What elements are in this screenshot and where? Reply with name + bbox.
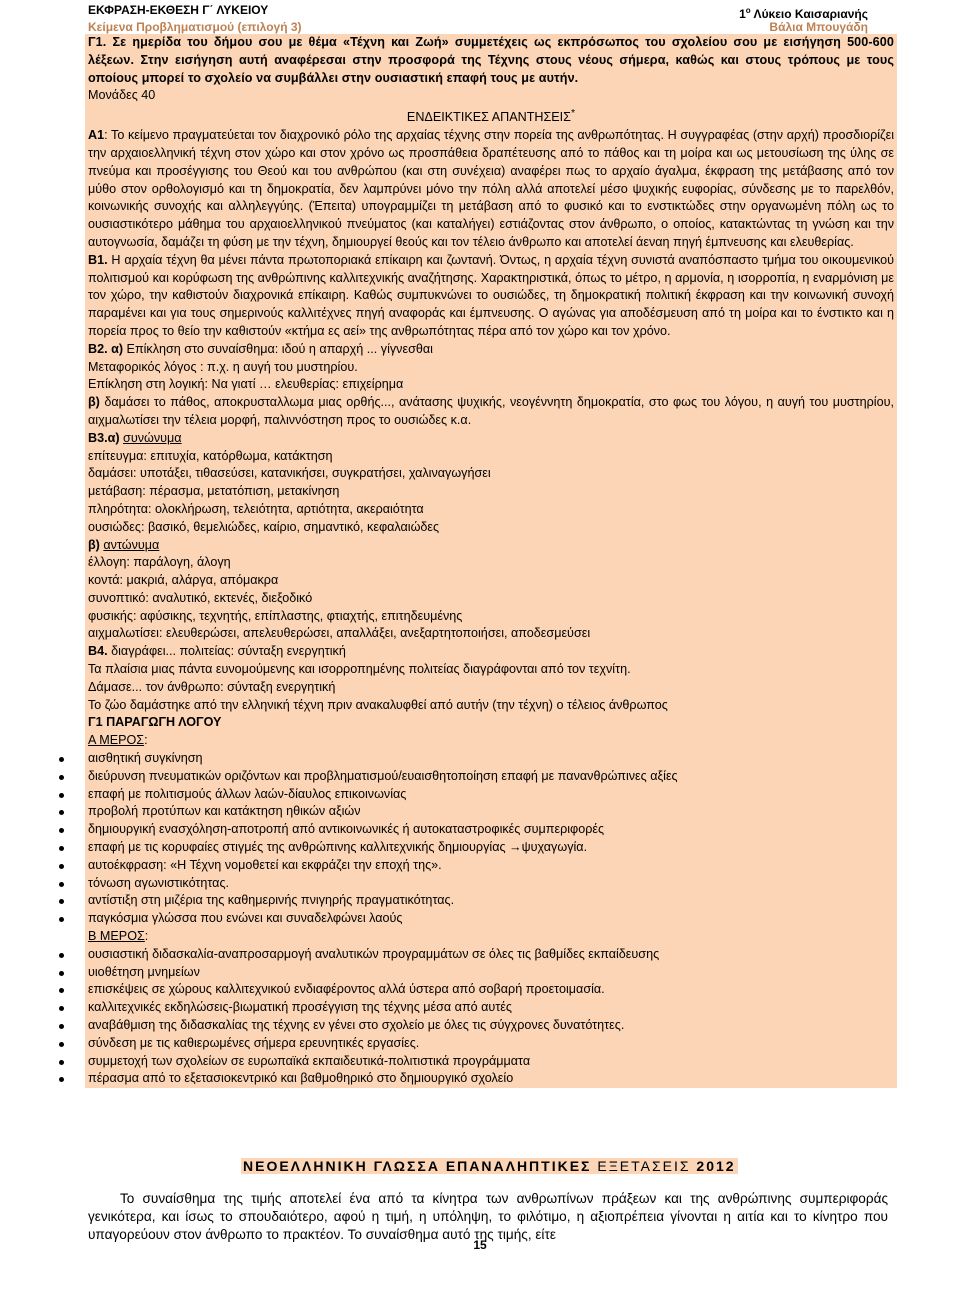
list-item: επαφή με τις κορυφαίες στιγμές της ανθρώπινης καλλιτεχνικής δημιουργίας →ψυχαγωγία. <box>88 839 894 857</box>
antonym-line: φυσικής: αφύσικης, τεχνητής, επίπλαστης, φτιαχτής, επιτηδευμένης <box>88 608 463 623</box>
units-label: Μονάδες 40 <box>88 88 156 103</box>
header-school: $1^o$ Λύκειο Καισαριανής <box>739 6 868 21</box>
list-item: αισθητική συγκίνηση <box>88 750 894 768</box>
list-item: ουσιαστική διδασκαλία-αναπροσαρμογή αναλυτικών προγραμμάτων σε όλες τις βαθμίδες εκπαίδευσης <box>88 946 894 964</box>
answer-b1: Β1. Η αρχαία τέχνη θα μένει πάντα πρωτοποριακά επίκαιρη και ζωντανή. Όντως, η αρχαία τέχνη συνιστά αναπόσπαστο τμήμα του οικουμενικού πολιτισμού και κορύφωση της ανθρώπινης καλλιτεχνικής αναζήτησης. Χαρακτηριστικά, όπως το μέτρο, η αρμονία, η ισορροπία, η εναρμόνιση με τον χώρο, την καθιστούν διαχρονικά επίκαιρη. Καθώς συμπυκνώνει το ουσιώδες, τη δημοκρατική πολιτική έκφραση και την κοινωνική συνοχή παραμένει και για τους σημερινούς καλλιτέχνες πηγή αναφοράς και έμπνευσης. Ο αγώνας για αποδέσμευση από τη μοίρα και το ένστικτο και η πορεία προς το θείο την καθιστούν «κτήμα ες αεί» της ανθρωπότητας πέρα από τον χώρο και τον χρόνο. <box>88 252 894 338</box>
list-item: επισκέψεις σε χώρους καλλιτεχνικού ενδιαφέροντος αλλά ύστερα από σοβαρή προετοιμασία. <box>88 981 894 999</box>
antonym-line: αιχμαλωτίσει: ελευθερώσει, απελευθερώσει, απαλλάξει, ανεξαρτητοποιήσει, αποδεσμεύσει <box>88 626 591 641</box>
g1-title: Γ1 ΠΑΡΑΓΩΓΗ ΛΟΓΟΥ <box>88 715 222 730</box>
answer-b4-line: Το ζώο δαμάστηκε από την ελληνική τέχνη πριν ανακαλυφθεί από αυτήν (την τέχνη) ο τέλειος άνθρωπος <box>88 697 668 712</box>
synonym-line: μετάβαση: πέρασμα, μετατόπιση, μετακίνηση <box>88 484 340 499</box>
page-number: 15 <box>473 1238 487 1252</box>
list-item: προβολή προτύπων και κατάκτηση ηθικών αξιών <box>88 803 894 821</box>
synonym-line: δαμάσει: υποτάξει, τιθασεύσει, κατανικήσει, συγκρατήσει, χαλιναγωγήσει <box>88 466 491 481</box>
list-item: επαφή με πολιτισμούς άλλων λαών-δίαυλος επικοινωνίας <box>88 786 894 804</box>
question-g1: Γ1. Σε ημερίδα του δήμου σου με θέμα «Τέχνη και Ζωή» συμμετέχεις ως εκπρόσωπος του σχολείου σου με εισήγηση 500-600 λέξεων. Στην εισήγηση αυτή αναφέρεσαι στην προσφορά της Τέχνης στους νέους σήμερα, καθώς και στους τρόπους με τους οποίους μπορεί το σχολείο να συμβάλλει στην ουσιαστική επαφή τους με αυτήν. <box>88 35 894 85</box>
list-item: διεύρυνση πνευματικών οριζόντων και προβληματισμού/ευαισθητοποίηση επαφή με πανανθρώπινες αξίες <box>88 768 894 786</box>
synonym-line: επίτευγμα: επιτυχία, κατόρθωμα, κατάκτηση <box>88 448 333 463</box>
answer-b2-line2: Μεταφορικός λόγος : π.χ. η αυγή του μυστηρίου. <box>88 359 358 374</box>
header-course-title: ΕΚΦΡΑΣΗ-ΕΚΘΕΣΗ Γ΄ ΛΥΚΕΙΟΥ <box>88 3 269 17</box>
part-a-heading: Α ΜΕΡΟΣ: <box>88 733 148 748</box>
answer-b2-b: β) δαμάσει το πάθος, αποκρυσταλλωμα μιας ορθής..., ανάτασης ψυχικής, νεογέννητη δημοκρατία, στο φως του λόγου, η αυγή του μυστηρίου, αιχμαλωτίσει την τέλεια μορφή, παλιννόστηση προς το ουσιώδες κ.α. <box>88 395 894 427</box>
antonym-line: έλλογη: παράλογη, άλογη <box>88 555 231 570</box>
antonym-line: συνοπτικό: αναλυτικό, εκτενές, διεξοδικό <box>88 590 313 605</box>
answer-b3-b: β) αντώνυμα <box>88 537 160 552</box>
section-title: ΝΕΟΕΛΛΗΝΙΚΗ ΓΛΩΣΣΑ ΕΠΑΝΑΛΗΠΤΙΚΕΣ ΕΞΕΤΑΣΕΙΣ 2012 <box>243 1158 736 1174</box>
antonym-line: κοντά: μακριά, αλάργα, απόμακρα <box>88 573 279 588</box>
list-item: αυτοέκφραση: «Η Τέχνη νομοθετεί και εκφράζει την εποχή της». <box>88 857 894 875</box>
list-item: καλλιτεχνικές εκδηλώσεις-βιωματική προσέγγιση της τέχνης μέσα από αυτές <box>88 999 894 1017</box>
list-item: υιοθέτηση μνημείων <box>88 964 894 982</box>
body-paragraph: Το συναίσθημα της τιμής αποτελεί ένα από τα κίνητρα των ανθρωπίνων πράξεων και της ανθρώπινης συμπεριφοράς γενικότερα, και ίσως το σπουδαιότερο, αφού η τιμή, η υπόληψη, το φιλότιμο, η αξιοπρέπεια γίνονται η αιτία και το κίνητρο που υπαγορεύουν στον άνθρωπο το πρακτέον. Το συναίσθημα αυτό της τιμής, είτε <box>88 1190 888 1242</box>
header-subtitle: Κείμενα Προβληματισμού (επιλογή 3) <box>88 20 302 34</box>
list-item: αναβάθμιση της διδασκαλίας της τέχνης εν γένει στο σχολείο με όλες τις σύγχρονες δυνατότητες. <box>88 1017 894 1035</box>
arrow-icon: → <box>509 840 522 855</box>
list-item: συμμετοχή των σχολείων σε ευρωπαϊκά εκπαιδευτικά-πολιτιστικά προγράμματα <box>88 1053 894 1071</box>
answer-b2-a: Β2. α) Επίκληση στο συναίσθημα: ιδού η απαρχή ... γίγνεσθαι <box>88 341 433 356</box>
synonym-line: ουσιώδες: βασικό, θεμελιώδες, καίριο, σημαντικό, κεφαλαιώδες <box>88 519 440 534</box>
answer-b3-a: Β3.α) συνώνυμα <box>88 430 182 445</box>
answer-b4: Β4. διαγράφει... πολιτείας: σύνταξη ενεργητική <box>88 644 346 659</box>
answer-b4-line: Δάμασε... τον άνθρωπο: σύνταξη ενεργητική <box>88 679 336 694</box>
answer-b4-line: Τα πλαίσια μιας πάντα ευνομούμενης και ισορροπημένης πολιτείας διαγράφονται από τον τεχνίτη. <box>88 662 631 677</box>
list-item: δημιουργική ενασχόληση-αποτροπή από αντικοινωνικές ή αυτοκαταστροφικές συμπεριφορές <box>88 821 894 839</box>
list-item: αντίστιξη στη μιζέρια της καθημερινής πνιγηρής πραγματικότητας. <box>88 892 894 910</box>
part-b-heading: Β ΜΕΡΟΣ: <box>88 929 149 944</box>
list-item: τόνωση αγωνιστικότητας. <box>88 875 894 893</box>
synonym-line: πληρότητα: ολοκλήρωση, τελειότητα, αρτιότητα, ακεραιότητα <box>88 501 424 516</box>
answer-a1: Α1: Το κείμενο πραγματεύεται τον διαχρονικό ρόλο της αρχαίας τέχνης στην πορεία της ανθρωπότητας. Η συγγραφέας (στην αρχή) προσδιορίζει την αρχαιοελληνική τέχνη στον χώρο και στον χρόνο ως προσπάθεια δραπέτευσης από το πάθος και τη μοίρα και ως μετουσίωση της ύλης σε πνεύμα και προσέγγισης του Θεού και του ανθρώπου (και στη συνέχεια) αναφέρει πως το αρχαίο άγαλμα, έκφραση της μετάβασης από τον μύθο στον ορθολογισμό και τη δημοκρατία, δεν λαμπρύνει μόνο την πόλη αλλά αποτελεί μέσο ψυχικής ευφορίας, σύνδεσης με το παρελθόν, κοινωνικής συνοχής και αλληλεγγύης. (Έπειτα) υπογραμμίζει τη μετάβαση από το φυσικό και το ενστικτώδες στην οργανωμένη πόλη ως το ουσιαστικότερο μάθημα του αρχαιοελληνικού πνεύματος (και καταλήγει) εστιάζοντας στον άνθρωπο, ο οποίος, κατακτώντας τη γνώση και την αυτογνωσία, δαμάζει τη φύση με την τέχνη, δημιουργεί θεούς και τον τέλειο άνθρωπο και αποτελεί άεναη πηγή έμπνευσης και ελευθερίας. <box>88 128 894 249</box>
header-author: Βάλια Μπουγάδη <box>769 20 868 34</box>
part-a-list <box>88 750 894 928</box>
answer-b2-line3: Επίκληση στη λογική: Να γιατί … ελευθερίας: επιχείρημα <box>88 377 404 392</box>
list-item: παγκόσμια γλώσσα που ενώνει και συναδελφώνει λαούς <box>88 910 894 928</box>
part-b-list <box>88 946 894 1088</box>
answers-title: ΕΝΔΕΙΚΤΙΚΕΣ ΑΠΑΝΤΗΣΕΙΣ* <box>406 107 576 125</box>
answers-box <box>85 34 897 1088</box>
list-item: σύνδεση με τις καθιερωμένες σήμερα ερευνητικές εργασίες. <box>88 1035 894 1053</box>
page-header <box>88 4 868 34</box>
list-item: πέρασμα από το εξετασιοκεντρικό και βαθμοθηρικό στο δημιουργικό σχολείο <box>88 1070 894 1088</box>
